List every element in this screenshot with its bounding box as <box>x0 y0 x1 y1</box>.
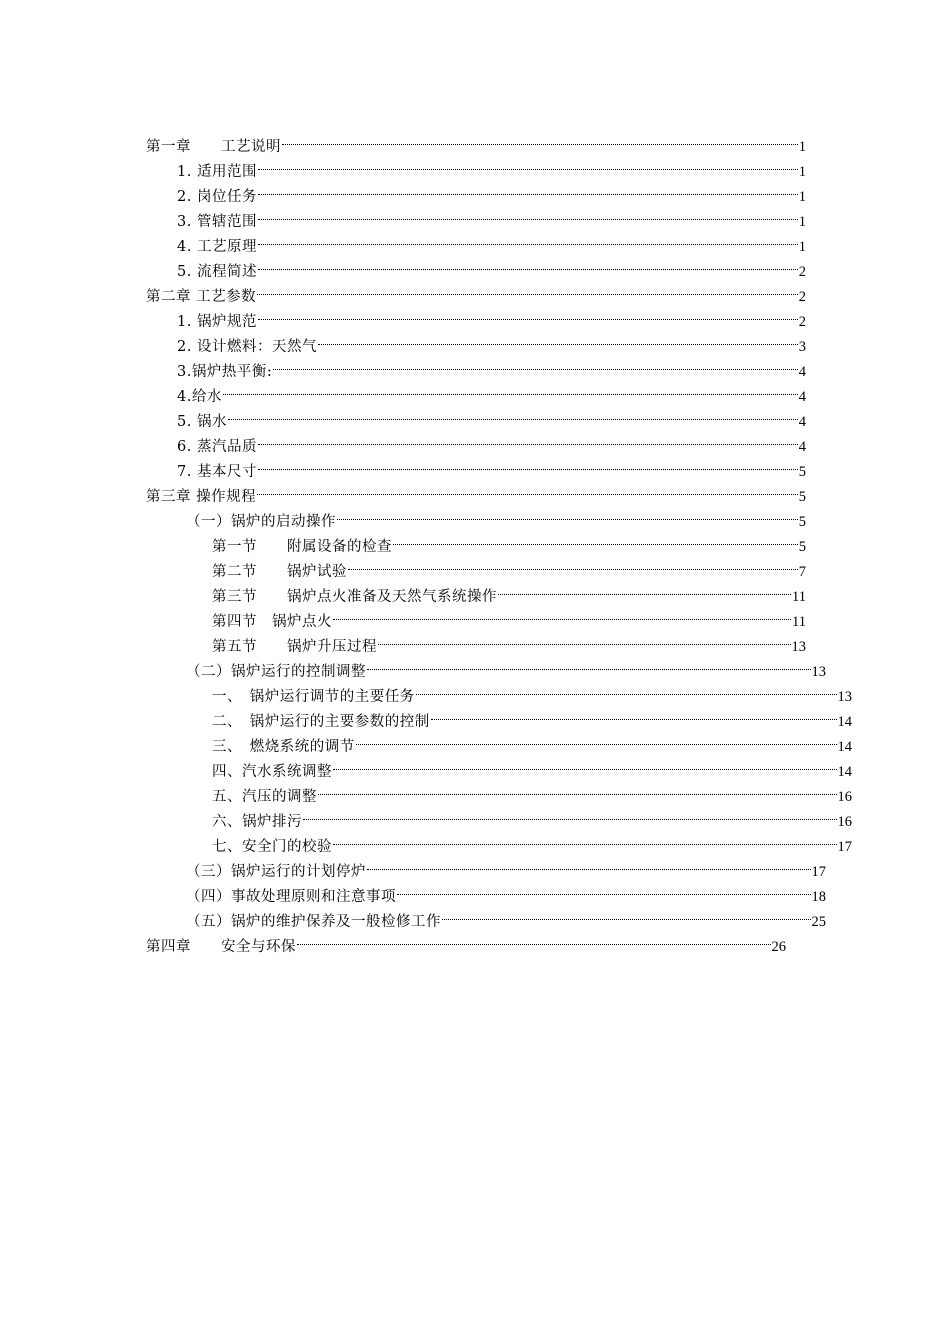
toc-entry[interactable] <box>146 226 806 255</box>
toc-entry-title: 三、 燃烧系统的调节 <box>212 739 355 755</box>
toc-entry-title: 六、锅炉排污 <box>212 814 302 830</box>
toc-entry[interactable] <box>146 801 852 830</box>
toc-entry-page-number: 7 <box>798 564 806 580</box>
table-of-contents <box>146 126 852 955</box>
toc-entry-page-number: 25 <box>811 914 826 930</box>
toc-entry-title: 第三节 锅炉点火准备及天然气系统操作 <box>212 589 497 605</box>
toc-dot-leader <box>393 526 798 551</box>
toc-dot-leader <box>416 676 837 701</box>
toc-entry-title: 7. 基本尺寸 <box>177 464 257 480</box>
toc-entry-title: 3.锅炉热平衡: <box>177 364 273 380</box>
toc-entry[interactable] <box>146 751 852 780</box>
toc-entry[interactable] <box>146 126 806 155</box>
toc-entry-title: 第三章 操作规程 <box>146 489 257 505</box>
toc-entry-title: 第二节 锅炉试验 <box>212 564 347 580</box>
toc-dot-leader <box>258 151 798 176</box>
toc-entry[interactable] <box>146 501 806 530</box>
toc-entry-page-number: 2 <box>798 264 806 280</box>
toc-entry-page-number: 16 <box>837 789 852 805</box>
toc-entry[interactable] <box>146 626 806 655</box>
toc-entry-title: 第一章 工艺说明 <box>146 139 281 155</box>
toc-dot-leader <box>356 726 837 751</box>
toc-entry-title: 6. 蒸汽品质 <box>177 439 257 455</box>
toc-dot-leader <box>333 751 837 776</box>
toc-dot-leader <box>257 276 798 301</box>
toc-dot-leader <box>228 401 798 426</box>
toc-dot-leader <box>258 251 798 276</box>
toc-entry[interactable] <box>146 301 806 330</box>
toc-entry-title: 5. 锅水 <box>177 414 227 430</box>
toc-entry-title: 5. 流程简述 <box>177 264 257 280</box>
toc-entry-page-number: 2 <box>798 314 806 330</box>
toc-entry-title: 2. 岗位任务 <box>177 189 257 205</box>
toc-entry-page-number: 4 <box>798 389 806 405</box>
toc-dot-leader <box>282 126 798 151</box>
toc-entry-title: 1. 锅炉规范 <box>177 314 257 330</box>
toc-entry-title: 1. 适用范围 <box>177 164 257 180</box>
toc-entry-page-number: 13 <box>837 689 852 705</box>
toc-entry-page-number: 5 <box>798 489 806 505</box>
toc-entry-page-number: 1 <box>798 164 806 180</box>
toc-entry-title: 第五节 锅炉升压过程 <box>212 639 377 655</box>
toc-dot-leader <box>297 926 771 951</box>
toc-entry[interactable] <box>146 151 806 180</box>
toc-entry-page-number: 1 <box>798 139 806 155</box>
toc-entry-title: 第一节 附属设备的检查 <box>212 539 392 555</box>
toc-entry-title: 4. 工艺原理 <box>177 239 257 255</box>
toc-entry-title: 一、 锅炉运行调节的主要任务 <box>212 689 415 705</box>
toc-dot-leader <box>318 776 837 801</box>
toc-entry-title: （四）事故处理原则和注意事项 <box>186 889 396 905</box>
toc-entry[interactable] <box>146 826 852 855</box>
toc-entry-page-number: 17 <box>811 864 826 880</box>
toc-entry[interactable] <box>146 651 826 680</box>
toc-entry[interactable] <box>146 576 806 605</box>
toc-entry-page-number: 4 <box>798 364 806 380</box>
toc-entry-page-number: 4 <box>798 414 806 430</box>
toc-dot-leader <box>337 501 798 526</box>
toc-entry[interactable] <box>146 351 806 380</box>
toc-entry-page-number: 5 <box>798 539 806 555</box>
toc-entry-page-number: 17 <box>837 839 852 855</box>
toc-entry-title: （三）锅炉运行的计划停炉 <box>186 864 366 880</box>
toc-dot-leader <box>258 301 798 326</box>
toc-dot-leader <box>333 826 837 851</box>
toc-entry-page-number: 5 <box>798 464 806 480</box>
toc-dot-leader <box>397 876 811 901</box>
toc-entry-page-number: 16 <box>837 814 852 830</box>
toc-entry[interactable] <box>146 326 806 355</box>
toc-entry-page-number: 14 <box>837 714 852 730</box>
toc-dot-leader <box>367 651 811 676</box>
toc-dot-leader <box>258 451 798 476</box>
toc-entry[interactable] <box>146 926 786 955</box>
toc-dot-leader <box>303 801 837 826</box>
toc-dot-leader <box>378 626 791 651</box>
toc-dot-leader <box>257 476 798 501</box>
toc-entry[interactable] <box>146 851 826 880</box>
toc-dot-leader <box>333 601 791 626</box>
toc-entry-title: 3. 管辖范围 <box>177 214 257 230</box>
toc-entry-page-number: 4 <box>798 439 806 455</box>
toc-entry[interactable] <box>146 701 852 730</box>
toc-dot-leader <box>273 351 798 376</box>
toc-dot-leader <box>348 551 798 576</box>
toc-entry-page-number: 13 <box>791 639 806 655</box>
toc-entry[interactable] <box>146 601 806 630</box>
toc-entry-page-number: 14 <box>837 739 852 755</box>
toc-entry[interactable] <box>146 376 806 405</box>
toc-entry-title: 七、安全门的校验 <box>212 839 332 855</box>
toc-entry[interactable] <box>146 901 826 930</box>
toc-entry[interactable] <box>146 426 806 455</box>
toc-entry-title: 第四节 锅炉点火 <box>212 614 332 630</box>
toc-entry-page-number: 1 <box>798 214 806 230</box>
toc-entry[interactable] <box>146 401 806 430</box>
toc-dot-leader <box>367 851 811 876</box>
toc-entry[interactable] <box>146 451 806 480</box>
toc-entry-title: （一）锅炉的启动操作 <box>186 514 336 530</box>
toc-dot-leader <box>442 901 811 926</box>
toc-entry[interactable] <box>146 276 806 305</box>
toc-entry-page-number: 14 <box>837 764 852 780</box>
toc-dot-leader <box>498 576 791 601</box>
toc-entry-page-number: 13 <box>811 664 826 680</box>
toc-entry-page-number: 2 <box>798 289 806 305</box>
toc-entry-page-number: 26 <box>771 939 786 955</box>
toc-entry-title: 4.给水 <box>177 389 222 405</box>
toc-entry-title: 第二章 工艺参数 <box>146 289 257 305</box>
toc-entry[interactable] <box>146 251 806 280</box>
toc-dot-leader <box>223 376 798 401</box>
toc-entry-page-number: 5 <box>798 514 806 530</box>
toc-entry[interactable] <box>146 176 806 205</box>
toc-entry[interactable] <box>146 726 852 755</box>
toc-dot-leader <box>318 326 798 351</box>
toc-entry[interactable] <box>146 676 852 705</box>
toc-dot-leader <box>258 176 798 201</box>
toc-dot-leader <box>258 201 798 226</box>
toc-entry-page-number: 1 <box>798 189 806 205</box>
toc-dot-leader <box>431 701 837 726</box>
toc-entry[interactable] <box>146 776 852 805</box>
toc-dot-leader <box>258 226 798 251</box>
toc-entry-page-number: 11 <box>792 589 806 605</box>
toc-entry-title: （二）锅炉运行的控制调整 <box>186 664 366 680</box>
toc-entry-title: 四、汽水系统调整 <box>212 764 332 780</box>
toc-entry-page-number: 11 <box>792 614 806 630</box>
toc-entry-title: 二、 锅炉运行的主要参数的控制 <box>212 714 430 730</box>
toc-entry[interactable] <box>146 476 806 505</box>
toc-entry[interactable] <box>146 876 826 905</box>
toc-dot-leader <box>258 426 798 451</box>
toc-entry-title: 第四章 安全与环保 <box>146 939 296 955</box>
toc-entry-title: 五、汽压的调整 <box>212 789 317 805</box>
toc-entry[interactable] <box>146 551 806 580</box>
toc-entry-title: （五）锅炉的维护保养及一般检修工作 <box>186 914 441 930</box>
toc-entry-page-number: 18 <box>811 889 826 905</box>
toc-entry-page-number: 1 <box>798 239 806 255</box>
toc-entry[interactable] <box>146 201 806 230</box>
toc-entry-title: 2. 设计燃料：天然气 <box>177 339 317 355</box>
toc-entry-page-number: 3 <box>798 339 806 355</box>
toc-entry[interactable] <box>146 526 806 555</box>
